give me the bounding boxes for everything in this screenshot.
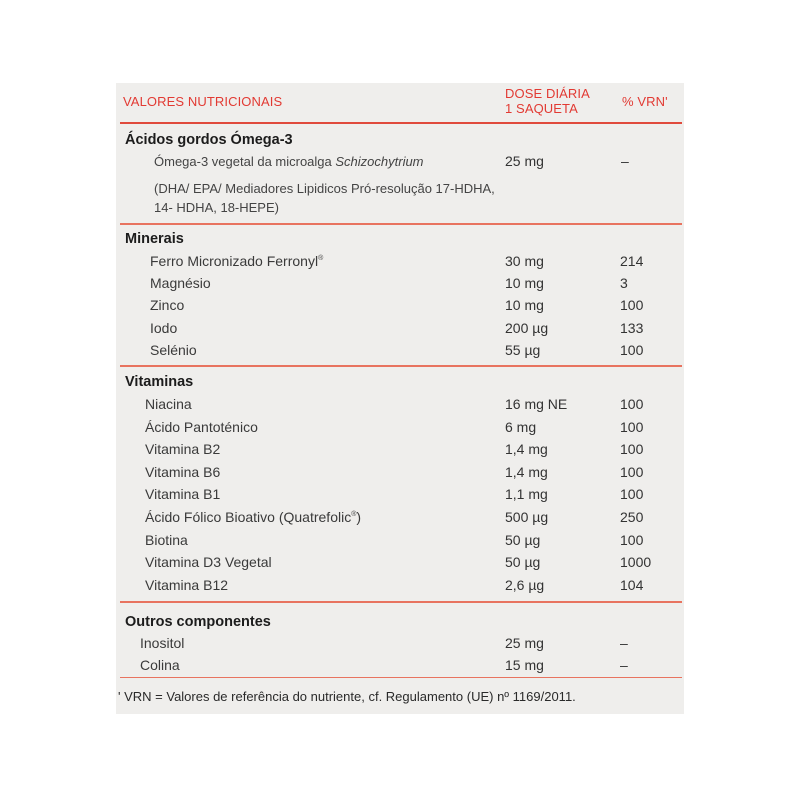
nutrition-label-card <box>116 83 684 714</box>
item-name-text: Ácido Fólico Bioativo (Quatrefolic <box>145 509 352 525</box>
item-omega3-name <box>154 154 424 169</box>
item-name-text: Ferro Micronizado Ferronyl <box>150 253 319 269</box>
item-vrn: 250 <box>620 509 644 525</box>
section-divider <box>120 601 682 603</box>
details-line2: 14- HDHA, 18-HEPE) <box>154 200 279 215</box>
item-name <box>150 320 177 336</box>
item-vrn: 3 <box>620 275 628 292</box>
item-dose: 10 mg <box>505 275 544 292</box>
item-name <box>145 509 361 525</box>
item-name <box>150 275 211 291</box>
item-dose: 50 µg <box>505 531 541 548</box>
item-name <box>145 396 192 412</box>
item-name <box>140 657 180 673</box>
item-name <box>145 577 228 593</box>
section-title-others: Outros componentes <box>125 614 271 630</box>
item-name <box>150 297 184 313</box>
vrn-column-header: % VRN' <box>622 94 668 109</box>
item-dose: 2,6 µg <box>505 576 545 593</box>
item-vrn: 100 <box>620 418 644 435</box>
section-divider <box>120 677 682 678</box>
item-vrn: – <box>621 153 629 169</box>
item-dose: 6 mg <box>505 418 537 435</box>
item-vrn: 214 <box>620 253 644 269</box>
section-title-vitamins: Vitaminas <box>125 374 194 390</box>
item-name-text: Selénio <box>150 341 197 358</box>
item-dose: 200 µg <box>505 319 549 336</box>
details-line1: (DHA/ EPA/ Mediadores Lipidicos Pró-resolução 17-HDHA, <box>154 181 495 196</box>
header-divider <box>120 122 682 124</box>
item-name <box>150 342 197 358</box>
dose-header-line2: 1 SAQUETA <box>505 101 578 116</box>
item-name-italic: Schizochytrium <box>335 154 424 169</box>
item-name-text: Iodo <box>150 319 178 336</box>
registered-mark: ® <box>351 511 357 518</box>
item-dose: 1,4 mg <box>505 463 548 480</box>
section-divider <box>120 365 682 367</box>
item-vrn: 100 <box>620 396 644 412</box>
item-vrn: 100 <box>620 441 644 458</box>
item-vrn: 100 <box>620 341 644 358</box>
item-name-text: Vitamina B1 <box>145 486 221 503</box>
item-name: Ómega-3 vegetal da microalga <box>154 154 336 169</box>
item-name <box>145 464 220 480</box>
item-dose: 500 µg <box>505 509 549 525</box>
item-name <box>145 419 258 435</box>
item-name-text: Ácido Pantoténico <box>145 418 258 435</box>
item-vrn: 1000 <box>620 554 652 571</box>
table-title: VALORES NUTRICIONAIS <box>123 94 283 109</box>
item-name-text: Biotina <box>145 531 188 548</box>
item-name-suffix: ) <box>356 509 362 525</box>
item-dose: 30 mg <box>505 253 544 269</box>
section-divider <box>120 223 682 225</box>
dose-header-line1: DOSE DIÁRIA <box>505 86 590 101</box>
item-dose: 25 mg <box>505 153 544 169</box>
item-vrn: 133 <box>620 319 644 336</box>
item-name <box>145 554 272 570</box>
item-name-text: Zinco <box>150 297 185 314</box>
item-dose: 50 µg <box>505 554 541 571</box>
item-vrn: 100 <box>620 297 644 314</box>
section-title-omega3: Ácidos gordos Ómega-3 <box>125 132 293 148</box>
item-name-text: Vitamina B12 <box>145 576 229 593</box>
item-vrn: – <box>620 635 628 651</box>
item-name <box>140 635 184 651</box>
registered-mark: ® <box>318 255 324 262</box>
item-name <box>150 253 323 269</box>
item-dose: 15 mg <box>505 657 544 673</box>
item-name <box>145 486 220 502</box>
item-name-text: Magnésio <box>150 275 211 292</box>
dose-column-header <box>505 86 590 116</box>
item-vrn: 104 <box>620 576 644 593</box>
item-vrn: 100 <box>620 463 644 480</box>
item-name <box>145 441 220 457</box>
item-name-text: Colina <box>140 657 180 673</box>
item-name-text: Vitamina D3 Vegetal <box>145 554 272 571</box>
item-vrn: – <box>620 657 628 673</box>
item-dose: 55 µg <box>505 341 541 358</box>
item-name-text: Inositol <box>140 635 185 651</box>
item-dose: 16 mg NE <box>505 396 568 412</box>
item-vrn: 100 <box>620 531 644 548</box>
item-dose: 1,1 mg <box>505 486 548 503</box>
item-name-text: Vitamina B2 <box>145 441 221 458</box>
footnote: ' VRN = Valores de referência do nutriente, cf. Regulamento (UE) nº 1169/2011. <box>118 689 576 704</box>
item-vrn: 100 <box>620 486 644 503</box>
item-name-text: Niacina <box>145 396 192 412</box>
item-dose: 25 mg <box>505 635 544 651</box>
item-name <box>145 532 188 548</box>
section-title-minerals: Minerais <box>125 231 184 247</box>
item-name-text: Vitamina B6 <box>145 463 221 480</box>
item-omega3-details <box>154 179 495 217</box>
item-dose: 1,4 mg <box>505 441 548 458</box>
item-dose: 10 mg <box>505 297 544 314</box>
